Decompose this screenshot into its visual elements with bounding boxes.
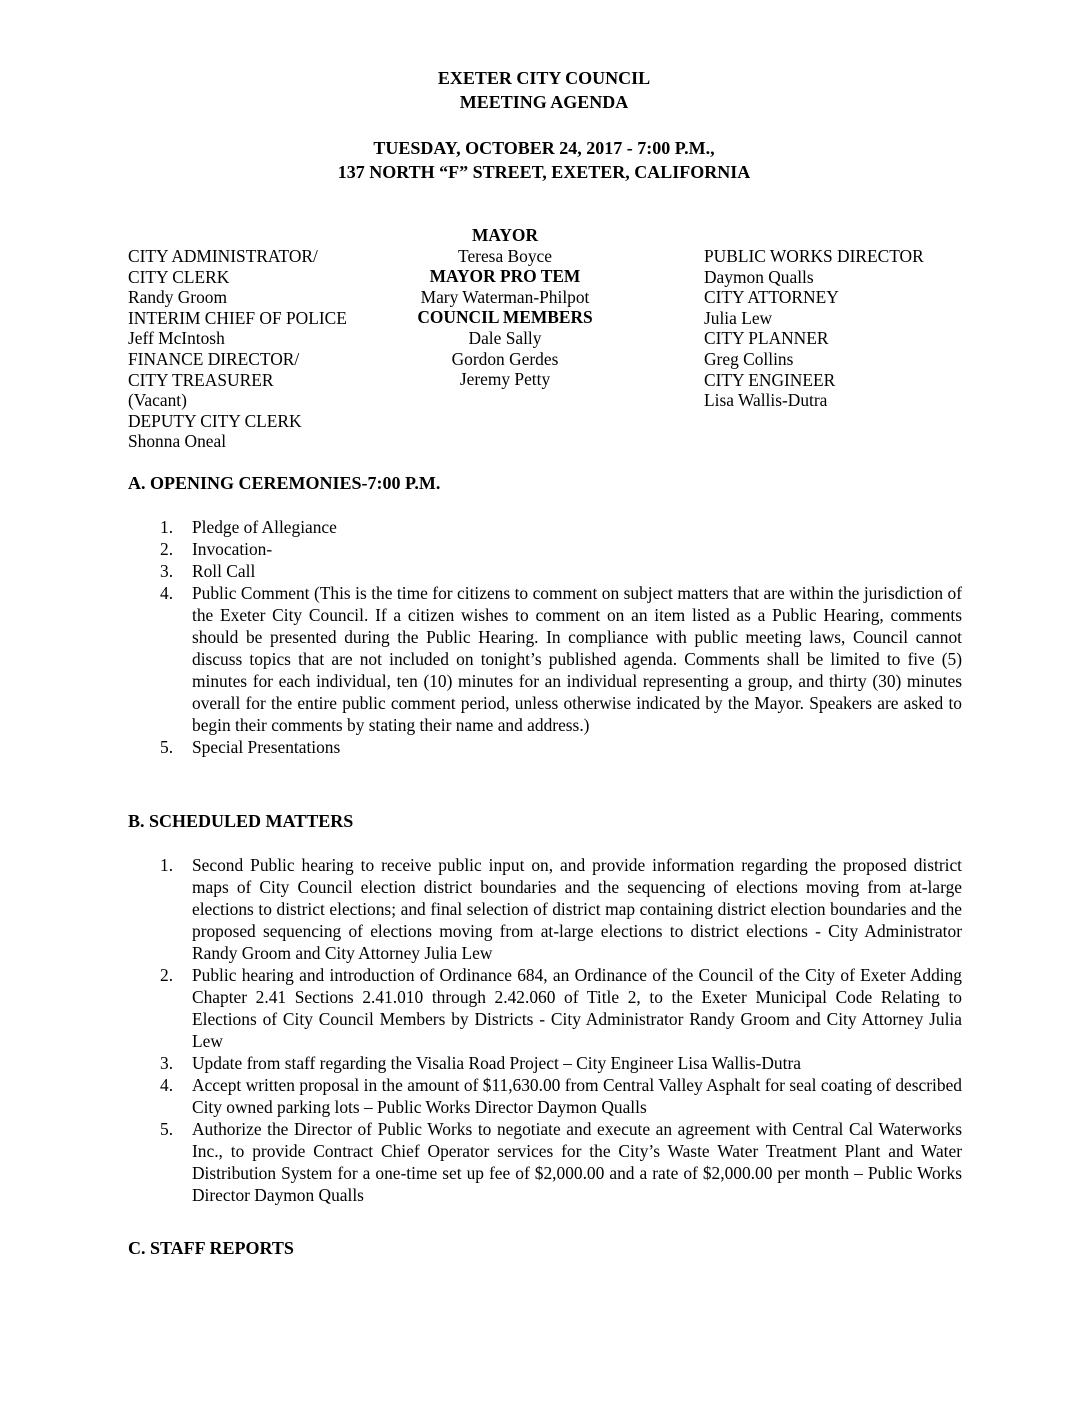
roster-right-line: CITY ATTORNEY	[704, 287, 839, 308]
list-item: 2. Invocation-	[160, 539, 273, 559]
roster-middle	[380, 225, 630, 390]
roster-left-line: CITY ADMINISTRATOR/	[128, 246, 318, 266]
section-c-heading: C. STAFF REPORTS	[128, 1238, 294, 1258]
roster-right-line: CITY ENGINEER	[704, 369, 836, 390]
mayor-pro-tem-name: Mary Waterman-Philpot	[420, 286, 590, 307]
list-item: 5. Authorize the Director of Public Works to negotiate and execute an agreement with Central Cal Waterworks Inc., to provide Contract Chief Operator services for the City’s Waste Water Treatment Plant and Water Distribution System for a one-time set up fee of $2,000.00 and a rate of $2,000.00 per month – Public Works Director Daymon Qualls	[160, 1119, 962, 1205]
roster-left-line: (Vacant)	[128, 390, 187, 411]
roster-right-line: CITY PLANNER	[704, 328, 829, 349]
mayor-pro-tem-title: MAYOR PRO TEM	[429, 266, 581, 287]
mayor-name: Teresa Boyce	[458, 245, 552, 266]
roster-left	[128, 246, 388, 452]
roster-left-line: Randy Groom	[128, 287, 228, 308]
roster-left-line: FINANCE DIRECTOR/	[128, 348, 300, 369]
agenda-title: MEETING AGENDA	[459, 92, 629, 112]
roster-left-line: DEPUTY CITY CLERK	[128, 410, 302, 431]
roster-right-line: Daymon Qualls	[704, 266, 814, 287]
roster-left-line: INTERIM CHIEF OF POLICE	[128, 307, 347, 328]
section-a-heading: A. OPENING CEREMONIES-7:00 P.M.	[128, 473, 441, 493]
roster-right-line: Lisa Wallis-Dutra	[704, 390, 828, 411]
section-a-list	[160, 516, 962, 758]
roster-right	[704, 246, 964, 411]
council-members-title: COUNCIL MEMBERS	[417, 307, 593, 328]
list-item: 2. Public hearing and introduction of Ordinance 684, an Ordinance of the Council of the City of Exeter Adding Chapter 2.41 Sections 2.41.010 through 2.42.060 of Title 2, to the Exeter Municipal Code Relating to Elections of City Council Members by Districts - City Administrator Randy Groom and City Attorney Julia Lew	[160, 965, 962, 1051]
list-item: 3. Roll Call	[160, 561, 256, 581]
list-item: 1. Pledge of Allegiance	[160, 517, 337, 537]
roster-left-line: CITY TREASURER	[128, 369, 274, 390]
roster-right-line: Greg Collins	[704, 348, 794, 369]
council-member: Jeremy Petty	[459, 369, 551, 390]
roster-left-line: CITY CLERK	[128, 266, 230, 287]
mayor-title: MAYOR	[471, 225, 539, 245]
section-b-heading: B. SCHEDULED MATTERS	[128, 811, 354, 831]
council-member: Dale Sally	[468, 327, 542, 348]
list-item: 1. Second Public hearing to receive public input on, and provide information regarding the proposed district maps of City Council election district boundaries and the sequencing of elections moving from at-large elections to district elections; and final selection of district map containing district election boundaries and the proposed sequencing of elections moving from at-large elections to district elections - City Administrator Randy Groom and City Attorney Julia Lew	[160, 855, 962, 963]
meeting-address: 137 NORTH “F” STREET, EXETER, CALIFORNIA	[337, 162, 751, 182]
section-b-list	[160, 854, 962, 1206]
roster-right-line: Julia Lew	[704, 307, 773, 328]
list-item: 4. Public Comment (This is the time for citizens to comment on subject matters that are within the jurisdiction of the Exeter City Council. If a citizen wishes to comment on an item listed as a Public Hearing, comments should be presented during the Public Hearing. In compliance with public meeting laws, Council cannot discuss topics that are not included on tonight’s published agenda. Comments shall be limited to five (5) minutes for each individual, ten (10) minutes for an individual representing a group, and thirty (30) minutes overall for the entire public comment period, unless otherwise indicated by the Mayor. Speakers are asked to begin their comments by stating their name and address.)	[160, 583, 962, 735]
roster-right-line: PUBLIC WORKS DIRECTOR	[704, 246, 924, 266]
council-member: Gordon Gerdes	[451, 348, 559, 369]
list-item: 4. Accept written proposal in the amount of $11,630.00 from Central Valley Asphalt for seal coating of described City owned parking lots – Public Works Director Daymon Qualls	[160, 1075, 962, 1117]
roster-left-line: Shonna Oneal	[128, 431, 227, 452]
list-item: 3. Update from staff regarding the Visalia Road Project – City Engineer Lisa Wallis-Dutra	[160, 1053, 801, 1073]
roster-left-line: Jeff McIntosh	[128, 328, 225, 349]
list-item: 5. Special Presentations	[160, 737, 341, 757]
meeting-date: TUESDAY, OCTOBER 24, 2017 - 7:00 P.M.,	[373, 138, 715, 158]
council-title: EXETER CITY COUNCIL	[437, 68, 651, 88]
